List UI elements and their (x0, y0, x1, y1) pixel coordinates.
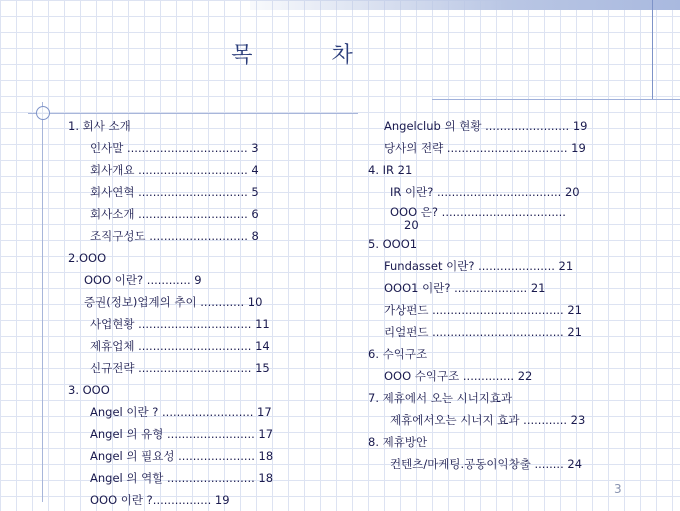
toc-entry[interactable]: 당사의 전략 ................................. 19 (384, 141, 586, 155)
left-horizontal-rule (28, 113, 358, 114)
toc-entry[interactable]: 3. ΟΟΟ (68, 383, 110, 397)
toc-entry-label: ΟΟΟ 은? .................................. (390, 205, 566, 219)
right-horizontal-rule (432, 99, 680, 100)
toc-entry[interactable]: ΟΟΟ1 이란? .................... 21 (384, 281, 546, 295)
toc-entry[interactable]: 회사연혁 .............................. 5 (90, 185, 259, 199)
toc-entry[interactable]: Angel 이란 ? ......................... 17 (90, 405, 272, 419)
toc-entry[interactable]: ΟΟΟ 이란? ............ 9 (84, 273, 202, 287)
toc-right-column (368, 115, 668, 475)
toc-entry-page-continued: 20 (404, 218, 419, 232)
toc-entry[interactable]: Fundasset 이란? ..................... 21 (384, 259, 574, 273)
toc-entry[interactable] (368, 203, 668, 233)
toc-entry[interactable]: 1. 회사 소개 (68, 119, 131, 133)
toc-entry[interactable]: Angelclub 의 현황 ....................... 19 (384, 119, 588, 133)
toc-entry[interactable]: 4. IR 21 (368, 163, 413, 177)
page-title: 목 차 (231, 43, 389, 68)
left-vertical-rule (42, 102, 43, 502)
toc-entry[interactable]: 인사말 ................................. 3 (90, 141, 259, 155)
toc-entry[interactable]: 컨텐츠/마케팅.공동이익창출 ........ 24 (390, 457, 583, 471)
toc-entry[interactable]: 조직구성도 ........................... 8 (90, 229, 259, 243)
decorative-circle (36, 106, 50, 120)
toc-entry[interactable]: ΟΟΟ 수익구조 .............. 22 (384, 369, 533, 383)
toc-entry[interactable]: 제휴업체 ............................... 14 (90, 339, 270, 353)
toc-entry[interactable]: 증권(정보)업계의 추이 ............ 10 (84, 295, 263, 309)
toc-entry[interactable]: 신규전략 ............................... 15 (90, 361, 270, 375)
toc-entry[interactable]: 7. 제휴에서 오는 시너지효과 (368, 391, 513, 405)
toc-entry[interactable]: 제휴에서오는 시너지 효과 ............ 23 (390, 413, 586, 427)
toc-entry[interactable]: Angel 의 유형 ........................ 17 (90, 427, 274, 441)
toc-entry[interactable]: Angel 의 역할 ........................ 18 (90, 471, 274, 485)
toc-entry[interactable]: 8. 제휴방안 (368, 435, 428, 449)
toc-entry[interactable]: ΟΟΟ 이란 ?................ 19 (90, 493, 230, 507)
toc-entry[interactable]: 가상펀드 .................................... 21 (384, 303, 582, 317)
toc-entry[interactable]: 회사개요 .............................. 4 (90, 163, 259, 177)
toc-left-column (68, 115, 358, 511)
toc-entry[interactable]: 리얼펀드 .................................... 21 (384, 325, 582, 339)
toc-entry[interactable]: IR 이란? .................................. 20 (390, 185, 580, 199)
toc-entry[interactable]: 2.ΟΟΟ (68, 251, 107, 265)
toc-entry[interactable]: Angel 의 필요성 ..................... 18 (90, 449, 274, 463)
top-decorative-band (250, 0, 680, 10)
toc-entry[interactable]: 6. 수익구조 (368, 347, 428, 361)
page-number: 3 (614, 482, 622, 496)
toc-entry[interactable]: 5. ΟΟΟ1 (368, 237, 418, 251)
toc-entry[interactable]: 사업현황 ............................... 11 (90, 317, 270, 331)
right-vertical-rule (652, 0, 653, 100)
toc-entry[interactable]: 회사소개 .............................. 6 (90, 207, 259, 221)
